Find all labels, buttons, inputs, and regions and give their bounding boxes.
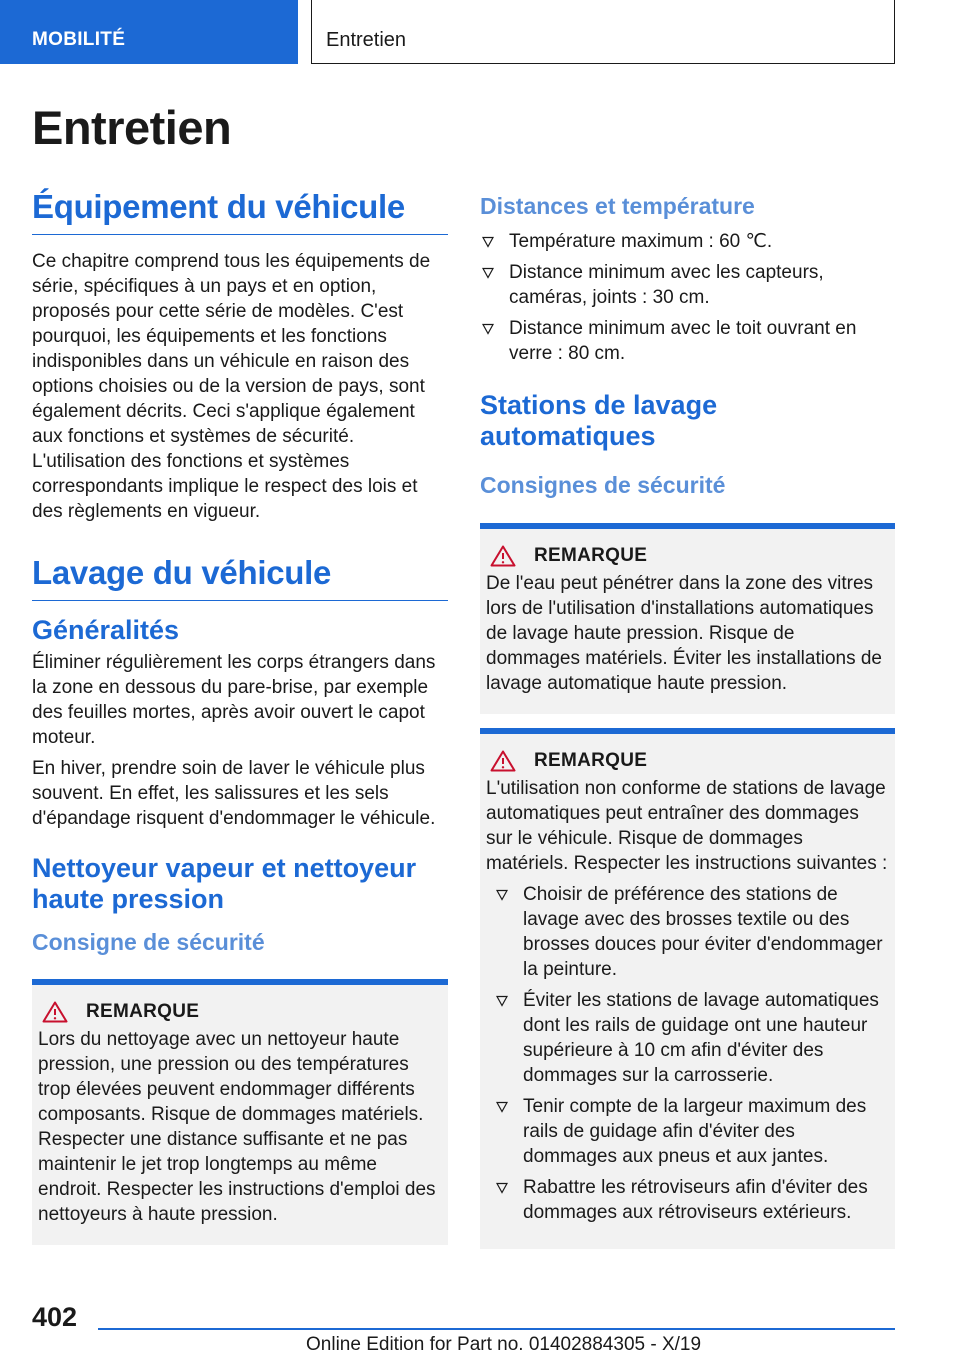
triangle-bullet-icon	[496, 1182, 508, 1194]
list-item: Distance minimum avec le toit ouvrant en verre : 80 cm.	[480, 316, 895, 366]
warning-note-label: REMARQUE	[534, 750, 648, 772]
warning-note-text: L'utilisation non conforme de stations de lavage automatiques peut entraîner des dommages sur le véhicule. Risque de dommages matériels. Respecter les instructions suivantes :	[486, 778, 888, 875]
warning-note-header	[42, 1001, 442, 1023]
warning-triangle-icon	[490, 750, 516, 772]
triangle-bullet-icon	[496, 1101, 508, 1113]
page-title: Entretien	[32, 101, 232, 154]
distances-list	[480, 229, 895, 366]
footer-divider	[98, 1328, 895, 1330]
warning-note-1	[480, 523, 895, 714]
warning-note	[32, 979, 448, 1245]
general-paragraph-2: En hiver, prendre soin de laver le véhicule plus souvent. En effet, les salissures et les sels d'épandage risquent d'endommager le véhicule.	[32, 757, 436, 829]
warning-triangle-icon	[42, 1001, 68, 1023]
chapter-tab[interactable]	[311, 0, 895, 64]
triangle-bullet-icon	[496, 889, 508, 901]
triangle-bullet-icon	[496, 995, 508, 1007]
wash-heading: Lavage du véhicule	[32, 554, 448, 601]
warning-note-header	[490, 545, 889, 567]
safety-heading: Consigne de sécurité	[32, 929, 265, 956]
stations-safety-heading: Consignes de sécurité	[480, 471, 726, 498]
warning-note-header	[490, 750, 889, 772]
steam-heading: Nettoyeur vapeur et nettoyeur haute pression	[32, 852, 417, 914]
list-item: Tenir compte de la largeur maximum des rails de guidage afin d'éviter des dommages aux pneus et aux jantes.	[494, 1094, 889, 1169]
general-heading: Généralités	[32, 614, 180, 645]
equipment-heading: Équipement du véhicule	[32, 188, 448, 235]
right-column	[480, 188, 895, 1249]
section-tab[interactable]	[0, 0, 298, 64]
stations-heading: Stations de lavage automatiques	[480, 389, 718, 451]
left-column	[32, 188, 448, 1245]
instructions-list	[486, 882, 889, 1225]
section-tab-label: MOBILITÉ	[32, 29, 126, 50]
list-item: Température maximum : 60 ℃.	[480, 229, 895, 254]
list-item: Choisir de préférence des stations de lavage avec des brosses textile ou des brosses douces pour éviter d'endommager la peinture.	[494, 882, 889, 982]
list-item: Éviter les stations de lavage automatiques dont les rails de guidage ont une hauteur supérieure à 10 cm afin d'éviter des dommages sur la carrosserie.	[494, 988, 889, 1088]
warning-triangle-icon	[490, 545, 516, 567]
equipment-text: Ce chapitre comprend tous les équipements de série, spécifiques à un pays et en option, proposés pour cette série de modèles. C'est pourquoi, les équipements et les fonctions indisponibles dans un véhicule en raison des options choisies ou de la version de pays, sont également décrits. Ceci s'applique également aux fonctions et systèmes de sécurité. L'utilisation des fonctions et systèmes correspondants implique le respect des lois et des règlements en vigueur.	[32, 250, 431, 522]
triangle-bullet-icon	[482, 267, 494, 279]
page-number: 402	[32, 1302, 78, 1332]
distances-heading: Distances et température	[480, 193, 755, 219]
list-item: Distance minimum avec les capteurs, caméras, joints : 30 cm.	[480, 260, 895, 310]
warning-note-text: De l'eau peut pénétrer dans la zone des vitres lors de l'utilisation d'installations automatiques de lavage haute pression. Risque de dommages matériels. Éviter les installations de lavage automatique haute pression.	[486, 573, 883, 695]
triangle-bullet-icon	[482, 323, 494, 335]
warning-note-text: Lors du nettoyage avec un nettoyeur haute pression, une pression ou des températures trop élevées peuvent endommager différents composants. Risque de dommages matériels. Respecter une distance suffisante et ne pas maintenir le jet trop longtemps au même endroit. Respecter les instructions d'emploi des nettoyeurs à haute pression.	[38, 1028, 436, 1225]
warning-note-label: REMARQUE	[534, 545, 648, 567]
footer-edition: Online Edition for Part no. 01402884305 - X/19	[306, 1334, 702, 1355]
warning-note-2	[480, 728, 895, 1249]
warning-note-label: REMARQUE	[86, 1000, 200, 1022]
chapter-tab-label: Entretien	[326, 29, 407, 51]
triangle-bullet-icon	[482, 236, 494, 248]
general-paragraph-1: Éliminer régulièrement les corps étrangers dans la zone en dessous du pare-brise, par exemple des feuilles mortes, après avoir ouvert le capot moteur.	[32, 651, 436, 748]
list-item: Rabattre les rétroviseurs afin d'éviter des dommages aux rétroviseurs extérieurs.	[494, 1175, 889, 1225]
